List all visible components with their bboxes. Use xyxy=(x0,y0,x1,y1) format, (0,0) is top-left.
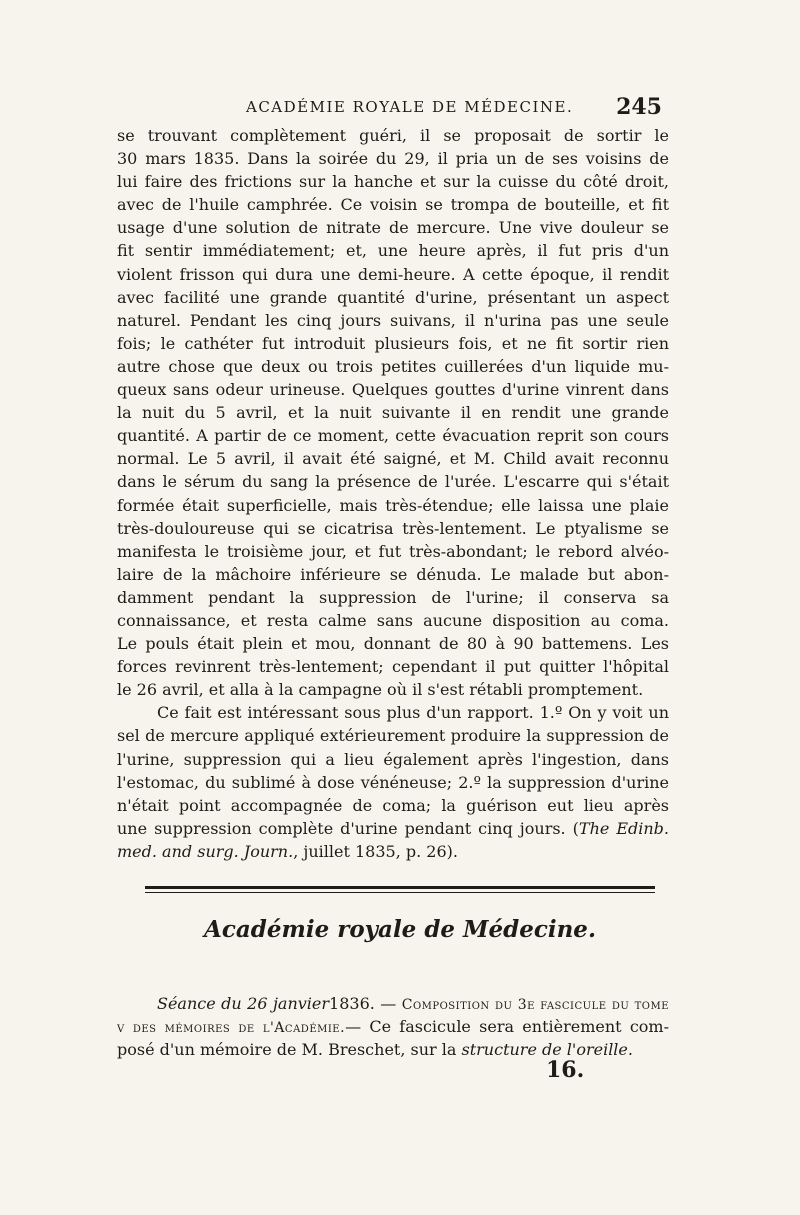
section-rule-thin xyxy=(145,892,655,893)
composition-dash: — xyxy=(345,1017,362,1037)
text-line: autre chose que deux ou trois petites cuillerées d'un liquide mu- xyxy=(117,356,669,376)
composition-heading: Composition du 3e fascicule du tome xyxy=(401,997,669,1013)
page-header xyxy=(118,96,670,126)
text-line: queux sans odeur urineuse. Quelques gouttes d'urine vinrent dans xyxy=(117,380,669,400)
text-line: quantité. A partir de ce moment, cette évacuation reprit son cours xyxy=(117,426,669,446)
text-line: naturel. Pendant les cinq jours suivans, il n'urina pas une seule xyxy=(117,310,669,330)
text-line: usage d'une solution de nitrate de mercure. Une vive douleur se xyxy=(117,218,669,238)
session-label: Séance du 26 janvier xyxy=(157,994,330,1013)
citation-title-cont: med. and surg. Journ. xyxy=(117,841,294,861)
commentary-line: Ce fait est intéressant sous plus d'un rapport. 1.º On y voit un xyxy=(157,703,669,723)
text-line: le 26 avril, et alla à la campagne où il s'est rétabli promptement. xyxy=(117,680,644,700)
session-line xyxy=(117,1038,669,1061)
text-line: dans le sérum du sang la présence de l'urée. L'escarre qui s'était xyxy=(117,472,669,492)
commentary-line: l'urine, suppression qui a lieu également après l'ingestion, dans xyxy=(117,749,669,769)
text-line: violent frisson qui dura une demi-heure. A cette époque, il rendit xyxy=(117,264,669,284)
commentary-line: n'était point accompagnée de coma; la guérison eut lieu après xyxy=(117,795,669,815)
section-heading: Académie royale de Médecine. xyxy=(204,916,596,943)
citation-tail: , juillet 1835, p. 26). xyxy=(293,841,458,861)
text-line: très-douloureuse qui se cicatrisa très-lentement. Le ptyalisme se xyxy=(117,518,669,538)
commentary-line xyxy=(117,840,669,863)
text-line: fit sentir immédiatement; et, une heure après, il fut pris d'un xyxy=(117,241,669,261)
session-text xyxy=(117,992,669,1061)
section-rule xyxy=(145,886,655,889)
page-number: 245 xyxy=(616,94,662,120)
session-sentence: Ce fascicule sera entièrement com- xyxy=(361,1017,669,1037)
text-line: la nuit du 5 avril, et la nuit suivante il en rendit une grande xyxy=(117,403,669,423)
case-report-text xyxy=(117,124,669,863)
commentary-text: une suppression complète d'urine pendant cinq jours. ( xyxy=(117,818,579,838)
text-line: formée était superficielle, mais très-étendue; elle laissa une plaie xyxy=(117,495,669,515)
text-line: lui faire des frictions sur la hanche et sur la cuisse du côté droit, xyxy=(117,172,669,192)
session-year: 1836. — xyxy=(329,994,402,1013)
session-line xyxy=(117,992,669,1015)
text-line: damment pendant la suppression de l'urine; il conserva sa xyxy=(117,587,669,607)
session-line xyxy=(117,1015,669,1038)
text-line: normal. Le 5 avril, il avait été saigné, et M. Child avait reconnu xyxy=(117,449,669,469)
text-line: manifesta le troisième jour, et fut très-abondant; le rebord alvéo- xyxy=(117,541,669,561)
text-line: se trouvant complètement guéri, il se proposait de sortir le xyxy=(117,126,669,145)
text-line: Le pouls était plein et mou, donnant de 80 à 90 battemens. Les xyxy=(117,634,669,654)
text-line: forces revinrent très-lentement; cependant il put quitter l'hôpital xyxy=(117,657,669,677)
text-line: laire de la mâchoire inférieure se dénuda. Le malade but abon- xyxy=(117,564,669,584)
text-line: connaissance, et resta calme sans aucune disposition au coma. xyxy=(117,610,669,630)
text-line: avec de l'huile camphrée. Ce voisin se trompa de bouteille, et fit xyxy=(117,195,669,215)
text-line: 30 mars 1835. Dans la soirée du 29, il pria un de ses voisins de xyxy=(117,149,669,169)
text-line: avec facilité une grande quantité d'urine, présentant un aspect xyxy=(117,287,669,307)
composition-heading-cont: v des mémoires de l'Académie. xyxy=(117,1020,346,1037)
text-line: fois; le cathéter fut introduit plusieurs fois, et ne fit sortir rien xyxy=(117,333,669,353)
commentary-line xyxy=(117,817,669,840)
commentary-line: sel de mercure appliqué extérieurement produire la suppression de xyxy=(117,726,669,746)
session-topic: structure de l'oreille. xyxy=(461,1040,633,1060)
citation-title: The Edinb. xyxy=(578,818,669,838)
running-head: ACADÉMIE ROYALE DE MÉDECINE. xyxy=(246,98,574,116)
commentary-line: l'estomac, du sublimé à dose vénéneuse; 2.º la suppression d'urine xyxy=(117,772,669,792)
session-sentence-cont: posé d'un mémoire de M. Breschet, sur la xyxy=(117,1040,462,1060)
signature-mark: 16. xyxy=(546,1057,585,1083)
